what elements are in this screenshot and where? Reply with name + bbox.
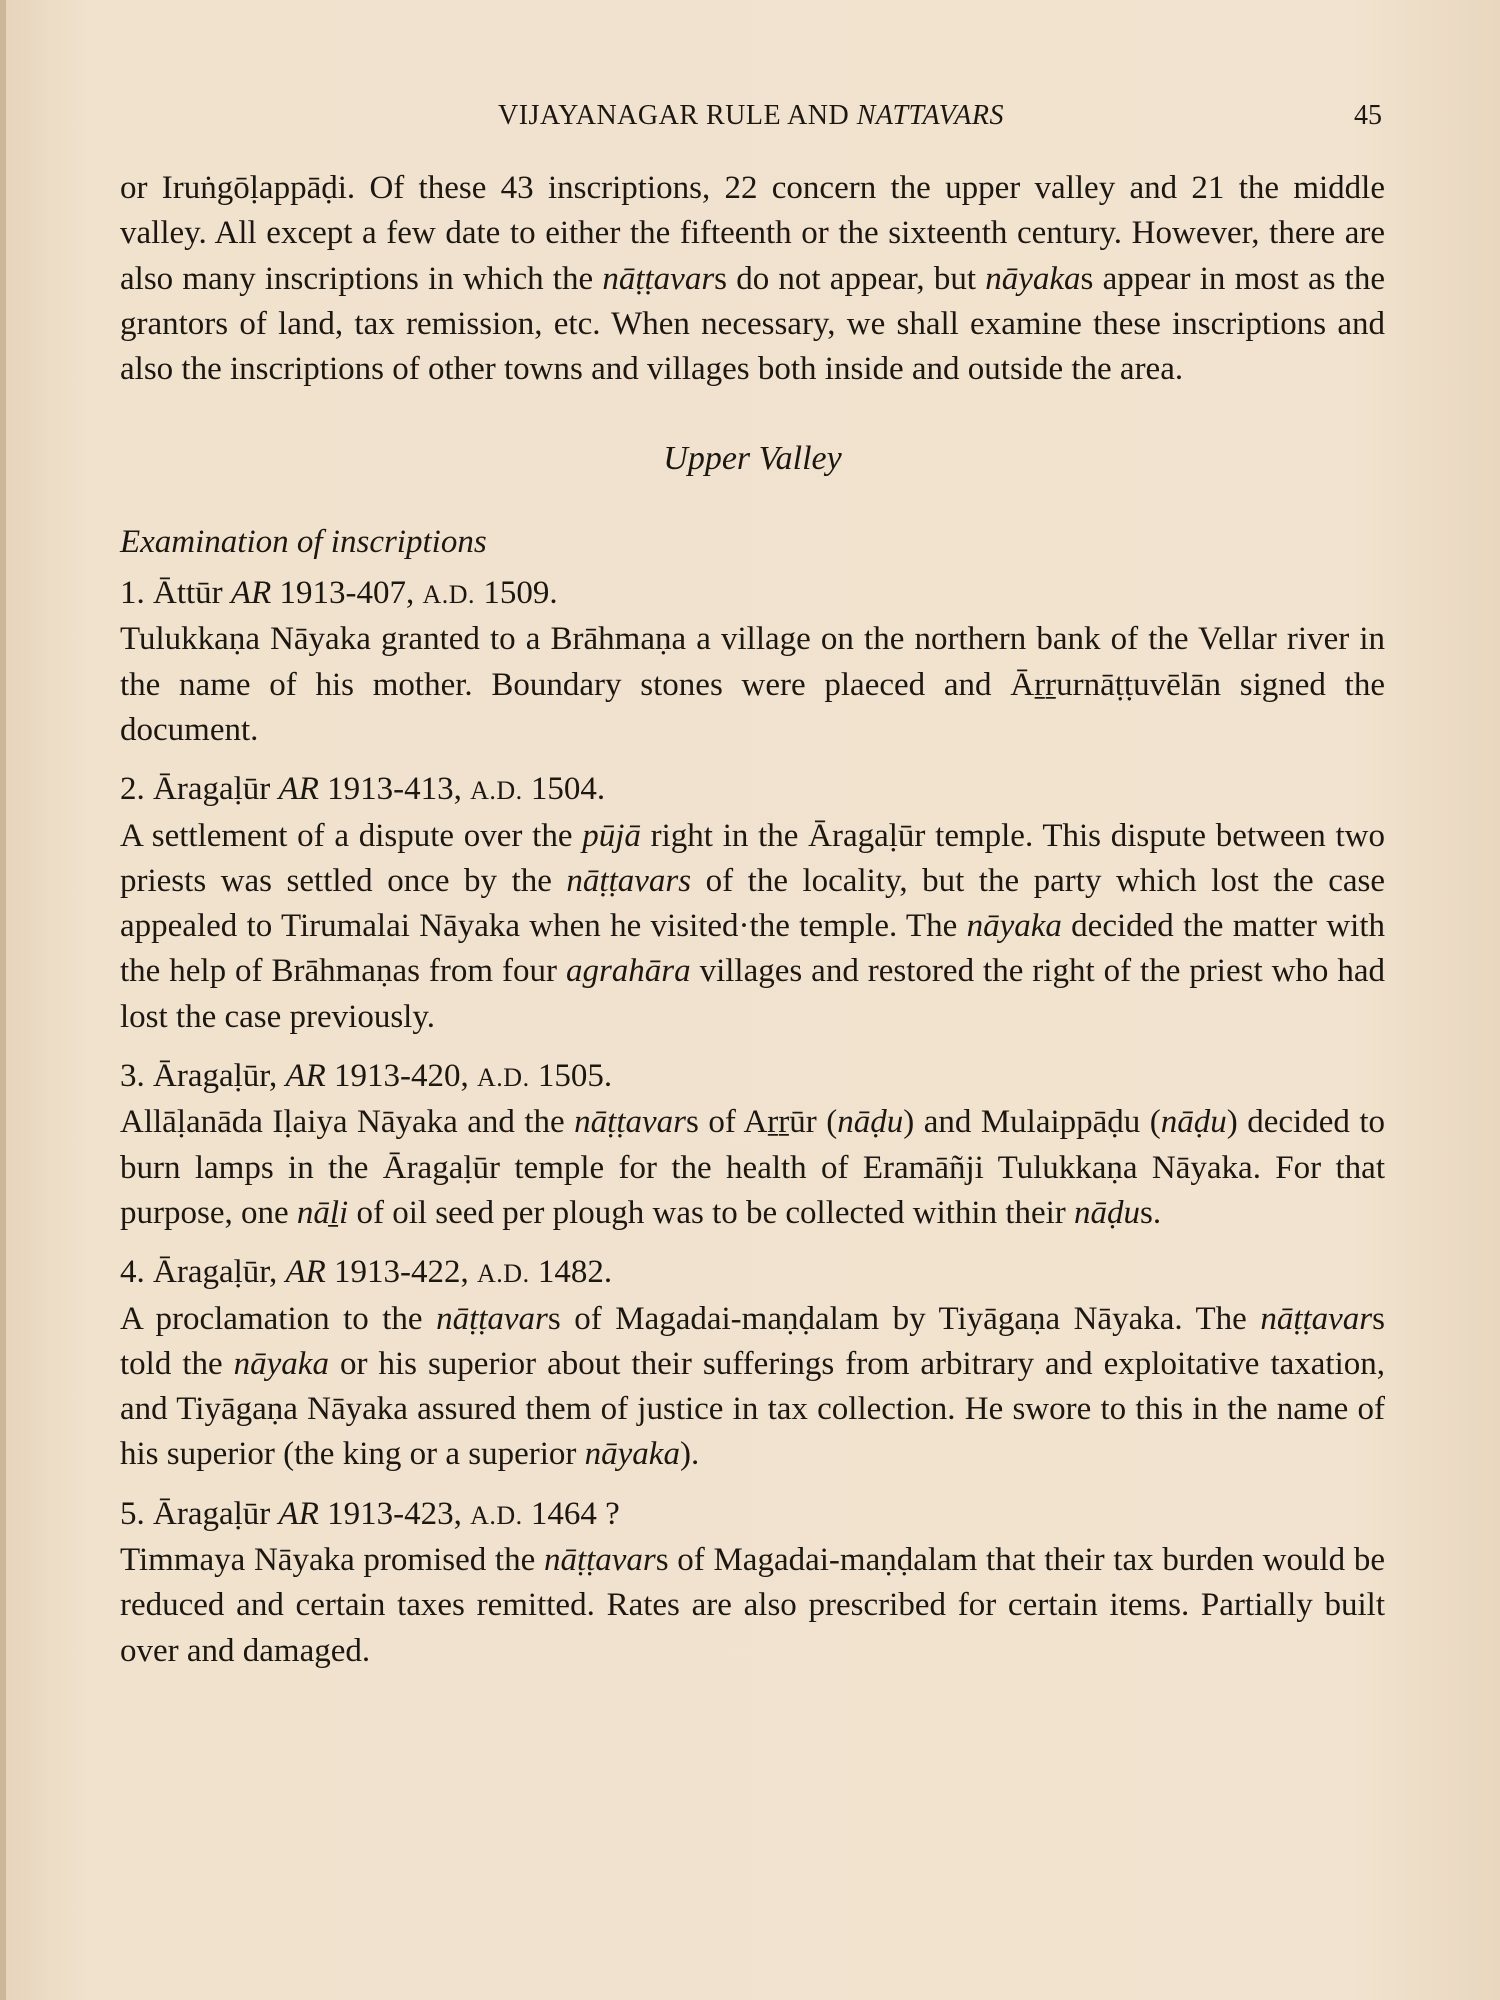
- entry-text: s of Magadai-maṇḍalam that their tax burden would be reduced and certain taxes remitted. Rates are also prescribed for certain items. Partially built over and damaged.: [120, 1542, 1385, 1669]
- section-heading: Upper Valley: [663, 440, 842, 478]
- entry-text: ) decided to burn lamps in the Āragaḷūr temple for the health of Eramāñji Tulukkaṇa Nāyaka. For that purpose, one: [120, 1104, 1385, 1231]
- entry-term: nāṭṭavar: [574, 1104, 686, 1141]
- entry-year: 1464 ?: [522, 1495, 620, 1532]
- entry-era: A.D.: [470, 776, 523, 806]
- entry-place: 3. Āragaḷūr,: [120, 1058, 286, 1095]
- entry-ref: 1913-420,: [325, 1058, 478, 1095]
- entry-text: s of Aṟṟūr (: [686, 1104, 838, 1141]
- inscription-entry: [120, 571, 1385, 753]
- intro-paragraph: [120, 166, 1385, 392]
- inscription-entry: [120, 767, 1385, 1040]
- entry-text: villages and restored the right of the priest who had lost the case previously.: [120, 953, 1385, 1035]
- subsection-heading: Examination of inscriptions: [120, 523, 487, 560]
- running-head: [120, 100, 1382, 140]
- entry-ar: AR: [285, 1254, 326, 1291]
- entry-body: [120, 1538, 1385, 1674]
- running-title: [120, 100, 1382, 132]
- entry-ar: AR: [285, 1058, 326, 1095]
- inscription-entry: [120, 1492, 1385, 1674]
- entry-text: Timmaya Nāyaka promised the: [120, 1542, 544, 1579]
- entry-text: right in the Āragaḷūr temple. This dispute between two priests was settled once by the: [120, 817, 1385, 899]
- entry-term: nāyaka: [584, 1436, 680, 1473]
- entry-text: s told the: [120, 1300, 1385, 1382]
- entry-era: A.D.: [422, 580, 476, 610]
- entry-term: nāṭṭavar: [543, 1542, 656, 1579]
- entry-era: A.D.: [477, 1259, 530, 1289]
- entry-term: nāḍu: [1160, 1104, 1227, 1141]
- entry-text: Allāḷanāda Iḷaiya Nāyaka and the: [120, 1104, 575, 1141]
- entry-term: nāḍu: [837, 1104, 904, 1141]
- entry-term: nāḍu: [1074, 1194, 1141, 1231]
- entry-body: [120, 814, 1385, 1040]
- inscription-entry: [120, 1250, 1385, 1477]
- inscription-entry: [120, 1054, 1385, 1236]
- page-gutter: [0, 0, 6, 2000]
- intro-text-3: s appear in most as the grantors of land, tax remission, etc. When necessary, we shall examine these inscriptions and also the inscriptions of other towns and villages both inside and outside the area.: [120, 260, 1385, 388]
- intro-term-nayaka: nāyaka: [985, 260, 1081, 297]
- entry-ref: 1913-422,: [325, 1254, 478, 1291]
- intro-text-1: or Iruṅgōḷappāḍi. Of these 43 inscriptions, 22 concern the upper valley and 21 the middle valley. All except a few date to either the fifteenth or the sixteenth century. However, there are also many inscriptions in which the: [120, 170, 1385, 297]
- entry-term: agrahāra: [565, 953, 691, 990]
- entry-term: nāḻi: [296, 1194, 349, 1231]
- entry-year: 1505.: [529, 1058, 613, 1095]
- entry-term: nāṭṭavar: [1260, 1300, 1373, 1337]
- entry-ref: 1913-407,: [271, 575, 423, 612]
- entry-term: nāṭṭavars: [566, 862, 692, 899]
- entry-term: nāṭṭavar: [436, 1300, 548, 1337]
- entry-text: Tulukkaṇa Nāyaka granted to a Brāhmaṇa a village on the northern bank of the Vellar river in the name of his mother. Boundary stones were plaeced and Āṟṟurnāṭṭuvēlān signed the document.: [120, 621, 1385, 748]
- entry-text: s of Magadai-maṇḍalam by Tiyāgaṇa Nāyaka. The: [547, 1300, 1261, 1337]
- entry-heading: [120, 1492, 1385, 1538]
- entry-ar: AR: [278, 771, 319, 808]
- intro-term-nattavar: nāṭṭavar: [602, 260, 715, 297]
- entry-ref: 1913-423,: [318, 1495, 471, 1532]
- entry-place: 5. Āragaḷūr: [120, 1495, 279, 1532]
- entry-text: or his superior about their sufferings from arbitrary and exploitative taxation, and Tiyāgaṇa Nāyaka assured them of justice in tax collection. He swore to this in the name of his superior (the king or a superior: [120, 1345, 1385, 1473]
- entry-place: 2. Āragaḷūr: [120, 771, 279, 808]
- entry-text: of the locality, but the party which lost the case appealed to Tirumalai Nāyaka when he visited·the temple. The: [120, 862, 1385, 945]
- entry-era: A.D.: [470, 1500, 523, 1530]
- entry-heading: [120, 1250, 1385, 1296]
- running-title-italic: NATTAVARS: [856, 100, 1004, 131]
- intro-text-2: s do not appear, but: [714, 260, 986, 297]
- entry-body: [120, 1297, 1385, 1478]
- entry-body: [120, 1100, 1385, 1236]
- entry-body: [120, 617, 1385, 753]
- entry-text: ) and Mulaippāḍu (: [903, 1104, 1161, 1141]
- entry-text: A proclamation to the: [120, 1300, 437, 1337]
- entry-text: ).: [679, 1436, 700, 1473]
- entry-term: nāyaka: [233, 1345, 329, 1382]
- running-title-roman: VIJAYANAGAR RULE AND: [498, 100, 857, 131]
- entry-term: pūjā: [582, 817, 641, 854]
- entry-heading: [120, 767, 1385, 813]
- entry-year: 1482.: [529, 1254, 613, 1291]
- entry-place: 1. Āttūr: [120, 575, 231, 612]
- entry-text: decided the matter with the help of Brāhmaṇas from four: [120, 908, 1385, 990]
- page-number: 45: [1354, 100, 1382, 131]
- entry-year: 1504.: [522, 771, 606, 808]
- entry-heading: [120, 571, 1385, 617]
- entry-text: s.: [1140, 1194, 1162, 1231]
- entry-era: A.D.: [477, 1063, 530, 1093]
- entry-term: nāyaka: [966, 908, 1062, 945]
- entry-text: A settlement of a dispute over the: [120, 817, 583, 854]
- entry-ar: AR: [278, 1495, 319, 1532]
- entry-text: of oil seed per plough was to be collected within their: [348, 1194, 1075, 1231]
- entry-heading: [120, 1054, 1385, 1100]
- body-text: [120, 166, 1385, 1688]
- entry-ref: 1913-413,: [318, 771, 471, 808]
- entry-place: 4. Āragaḷūr,: [120, 1254, 286, 1291]
- entry-year: 1509.: [475, 575, 558, 612]
- entry-ar: AR: [230, 575, 272, 612]
